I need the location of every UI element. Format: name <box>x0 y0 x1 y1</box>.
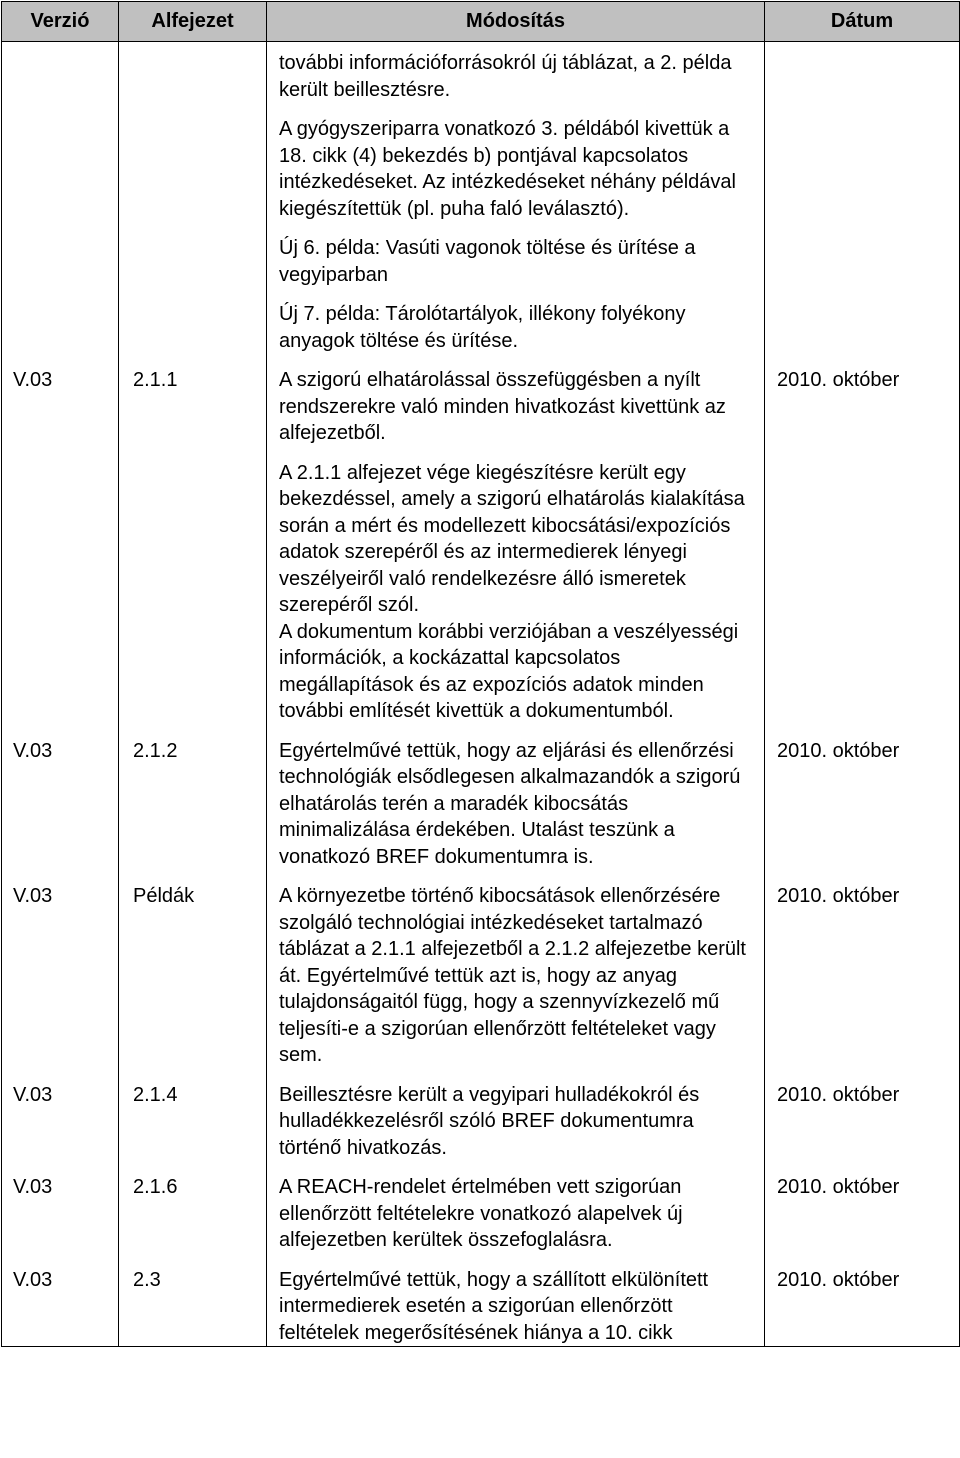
change-paragraph: A REACH-rendelet értelmében vett szigorúan ellenőrzött feltételekre vonatkozó alapelvek új alfejezetben kerültek összefoglalásra. <box>279 1176 683 1251</box>
header-row <box>2 2 960 42</box>
version-cell: V.03 <box>2 354 119 725</box>
change-cell <box>267 1254 765 1347</box>
version-cell: V.03 <box>2 1161 119 1254</box>
section-cell: Példák <box>119 870 267 1069</box>
version-cell: V.03 <box>2 1254 119 1347</box>
date-cell: 2010. október <box>765 1069 960 1162</box>
change-paragraph: további információforrásokról új táblázat, a 2. példa került beillesztésre. <box>279 52 732 101</box>
header-section: Alfejezet <box>119 2 267 42</box>
table-row <box>2 1254 960 1347</box>
table-row <box>2 870 960 1069</box>
change-paragraph: Új 7. példa: Tárolótartályok, illékony folyékony anyagok töltése és ürítése. <box>279 303 686 352</box>
change-paragraph: A gyógyszeriparra vonatkozó 3. példából kivettük a 18. cikk (4) bekezdés b) pontjával kapcsolatos intézkedéseket. Az intézkedéseket néhány példával kiegészítettük (pl. puha faló leválasztó). <box>279 118 736 220</box>
change-cell <box>267 725 765 871</box>
version-cell: V.03 <box>2 870 119 1069</box>
change-paragraph: A 2.1.1 alfejezet vége kiegészítésre került egy bekezdéssel, amely a szigorú elhatárolás kialakítása során a mért és modellezett kibocsátási/expozíciós adatok szerepéről és az intermedierek lényegi veszélyeiről való rendelkezésre álló ismeretek szerepéről szól. <box>279 461 745 616</box>
change-paragraph: Beillesztésre került a vegyipari hulladékokról és hulladékkezelésről szóló BREF dokumentumra történő hivatkozás. <box>279 1083 700 1159</box>
table-row <box>2 1161 960 1254</box>
section-cell: 2.1.4 <box>119 1069 267 1162</box>
section-cell: 2.3 <box>119 1254 267 1347</box>
date-cell: 2010. október <box>765 354 960 725</box>
version-cell: V.03 <box>2 725 119 871</box>
table-row <box>2 725 960 871</box>
change-cell <box>267 1069 765 1162</box>
section-cell: 2.1.1 <box>119 354 267 725</box>
change-paragraph: Új 6. példa: Vasúti vagonok töltése és ürítése a vegyiparban <box>279 237 696 286</box>
change-paragraph: Egyértelművé tettük, hogy az eljárási és ellenőrzési technológiák elsődlegesen alkalmazandók a szigorú elhatárolás terén a maradék kibocsátás minimalizálása érdekében. Utalást teszünk a vonatkozó BREF dokumentumra is. <box>279 739 741 868</box>
section-cell: 2.1.6 <box>119 1161 267 1254</box>
version-cell: V.03 <box>2 1069 119 1162</box>
change-paragraph: A szigorú elhatárolással összefüggésben a nyílt rendszerekre való minden hivatkozást kivettünk az alfejezetből. <box>279 369 726 444</box>
change-paragraph: A környezetbe történő kibocsátások ellenőrzésére szolgáló technológiai intézkedéseket tartalmazó táblázat a 2.1.1 alfejezetből a 2.1.2 alfejezetbe került át. Egyértelművé tettük azt is, hogy az anyag tulajdonságaitól függ, hogy a szennyvízkezelő mű teljesíti-e a szigorúan ellenőrzött feltételeket vagy sem. <box>279 885 746 1066</box>
header-date: Dátum <box>765 2 960 42</box>
revision-table <box>1 1 960 1347</box>
version-cell <box>2 42 119 355</box>
date-cell: 2010. október <box>765 1161 960 1254</box>
header-change: Módosítás <box>267 2 765 42</box>
change-cell <box>267 870 765 1069</box>
change-paragraph: A dokumentum korábbi verziójában a veszélyességi információk, a kockázattal kapcsolatos megállapítások és az expozíciós adatok minden további említését kivettük a dokumentumból. <box>279 620 739 722</box>
date-cell <box>765 42 960 355</box>
table-row <box>2 42 960 355</box>
change-cell <box>267 354 765 725</box>
section-cell <box>119 42 267 355</box>
table-row <box>2 354 960 725</box>
header-version: Verzió <box>2 2 119 42</box>
date-cell: 2010. október <box>765 870 960 1069</box>
date-cell: 2010. október <box>765 1254 960 1347</box>
change-paragraph: Egyértelművé tettük, hogy a szállított elkülönített intermedierek esetén a szigorúan ellenőrzött feltételek megerősítésének hiánya a 10. cikk <box>279 1268 709 1344</box>
section-cell: 2.1.2 <box>119 725 267 871</box>
date-cell: 2010. október <box>765 725 960 871</box>
change-cell <box>267 1161 765 1254</box>
table-row <box>2 1069 960 1162</box>
change-cell <box>267 42 765 355</box>
